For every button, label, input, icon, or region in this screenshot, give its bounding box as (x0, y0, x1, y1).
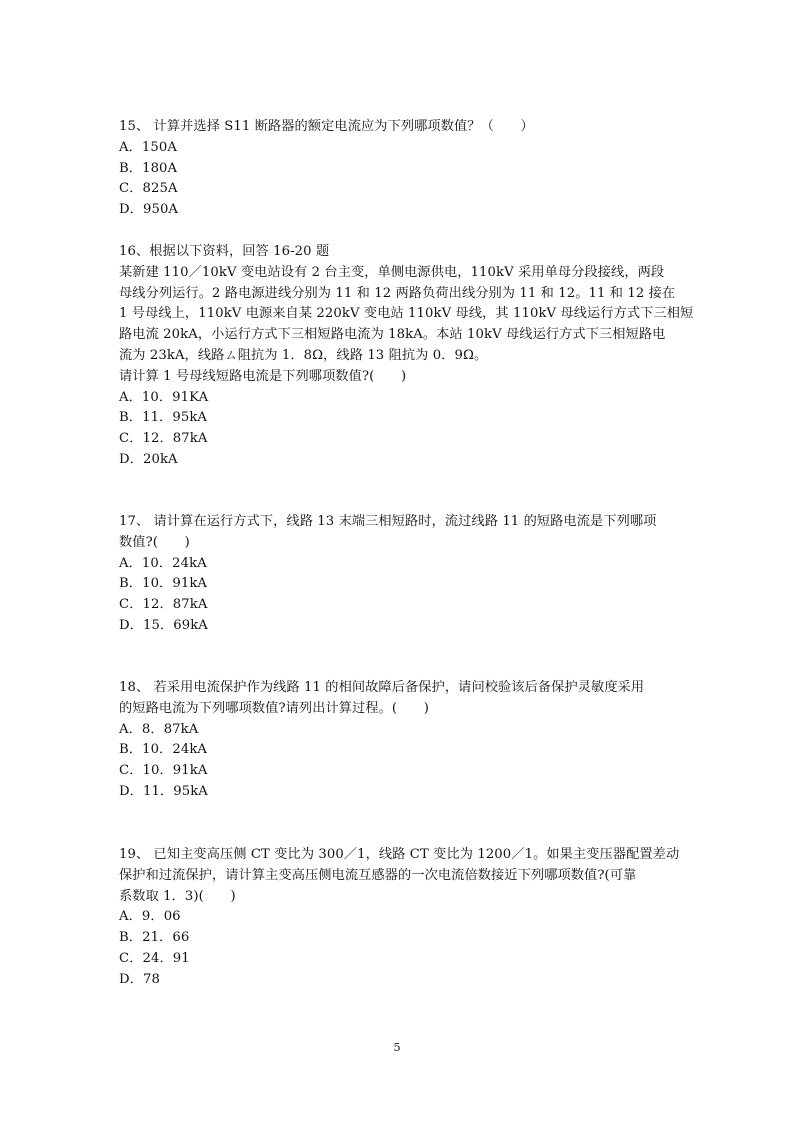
question-19 (119, 845, 679, 991)
option-d: D．15．69kA (119, 617, 208, 633)
option-c: C．10．91kA (119, 763, 208, 779)
option-d: D．78 (119, 971, 160, 987)
option-b: B．11．95kA (119, 410, 208, 426)
question-16 (119, 242, 694, 471)
option-a: A．10．91KA (119, 389, 209, 405)
option-a: A．10．24kA (119, 555, 207, 571)
question-18 (119, 678, 679, 803)
option-c: C．12．87kA (119, 431, 208, 447)
page-number: 5 (393, 1040, 401, 1054)
option-a: A．9．06 (119, 909, 181, 925)
option-c: C．825A (119, 181, 178, 197)
option-a: A．8．87kA (119, 721, 199, 737)
option-c: C．12．87kA (119, 597, 208, 613)
option-d: D．11．95kA (119, 783, 208, 799)
question-17-stem: 17、 请计算在运行方式下，线路 13 末端三相短路时，流过线路 11 的短路电流是下列哪项 (119, 514, 657, 529)
question-18-stem: 18、 若采用电流保护作为线路 11 的相间故障后备保护，请问校验该后备保护灵敏度采用 (119, 680, 645, 695)
question-16-material-line: 母线分列运行。2 路电源进线分别为 11 和 12 两路负荷出线分别为 11 和 12。11 和 12 接在 (119, 285, 676, 301)
option-b: B．10．24kA (119, 742, 208, 758)
option-a: A．150A (119, 139, 178, 155)
question-19-stem-continued: 系数取 1．3)( ) (119, 888, 236, 904)
option-b: B．10．91kA (119, 576, 208, 592)
option-c: C．24．91 (119, 950, 190, 966)
option-d: D．950A (119, 202, 179, 218)
question-19-stem-continued: 保护和过流保护，请计算主变高压侧电流互感器的一次电流倍数接近下列哪项数值?(可靠 (119, 867, 637, 883)
question-18-stem-continued: 的短路电流为下列哪项数值?请列出计算过程。( ) (119, 700, 429, 716)
question-16-material-line: 1 号母线上，110kV 电源来自某 220kV 变电站 110kV 母线，其 110kV 母线运行方式下三相短 (119, 306, 694, 322)
question-16-material-line: 路电流 20kA，小运行方式下三相短路电流为 18kA。本站 10kV 母线运行方式下三相短路电 (119, 327, 666, 343)
option-d: D．20kA (119, 451, 178, 467)
question-15 (119, 117, 679, 221)
question-19-stem: 19、 已知主变高压侧 CT 变比为 300／1，线路 CT 变比为 1200／1。如果主变压器配置差动 (119, 847, 680, 862)
option-b: B．180A (119, 160, 178, 176)
question-16-material-line: 某新建 110／10kV 变电站设有 2 台主变，单侧电源供电，110kV 采用单母分段接线，两段 (119, 264, 665, 280)
question-15-stem: 15、 计算并选择 S11 断路器的额定电流应为下列哪项数值？（ ） (119, 119, 534, 134)
question-17-stem-continued: 数值?( ) (119, 534, 190, 550)
question-17 (119, 512, 679, 637)
question-16-material-line: 流为 23kA，线路ㄙ阻抗为 1．8Ω，线路 13 阻抗为 0．9Ω。 (119, 347, 488, 363)
question-16-heading: 16、根据以下资料，回答 16-20 题 (119, 244, 330, 259)
option-b: B．21．66 (119, 930, 190, 946)
question-16-stem: 请计算 1 号母线短路电流是下列哪项数值?( ) (119, 368, 407, 384)
